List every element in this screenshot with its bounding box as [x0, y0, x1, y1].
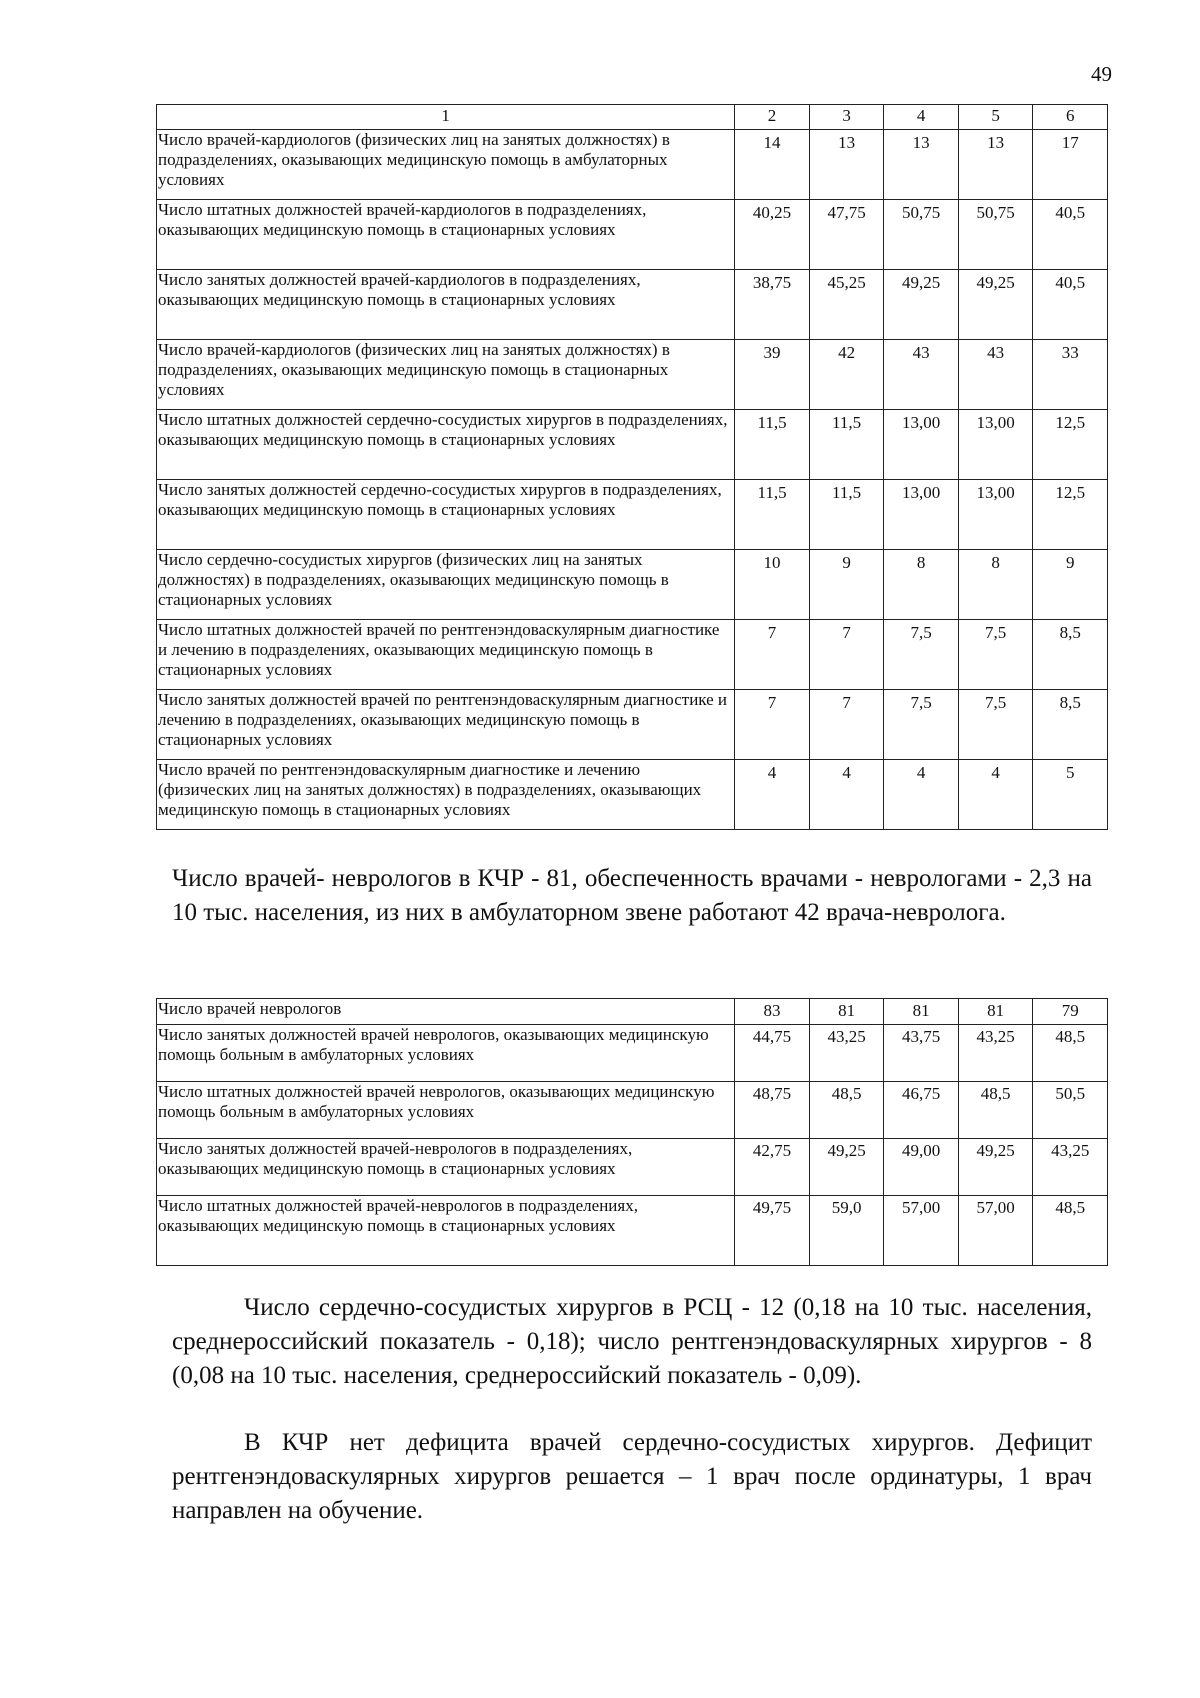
- table-row: [157, 690, 1108, 760]
- table-row: [157, 130, 1108, 200]
- table-cell: 57,00: [884, 1196, 959, 1266]
- table-cell: 8,5: [1033, 620, 1108, 690]
- surgeons-paragraph: Число сердечно-сосудистых хирургов в РСЦ - 12 (0,18 на 10 тыс. населения, среднероссийский показатель - 0,18); число рентгенэндоваскулярных хирургов - 8 (0,08 на 10 тыс. населения, среднероссийский показатель - 0,09).: [172, 1294, 1092, 1389]
- table-cell: 11,5: [735, 410, 810, 480]
- table-cell: 8: [884, 550, 959, 620]
- table-cell: 43,25: [1033, 1139, 1108, 1196]
- table-row: [157, 620, 1108, 690]
- table-cell: 13: [958, 130, 1033, 200]
- table-cell: 40,5: [1033, 270, 1108, 340]
- table-cell: 8: [958, 550, 1033, 620]
- table-header-row: [157, 105, 1108, 130]
- table-cell: 4: [958, 760, 1033, 830]
- table-cell: 11,5: [809, 480, 884, 550]
- table-cell: 48,5: [1033, 1025, 1108, 1082]
- table-cell: 40,25: [735, 200, 810, 270]
- table-cell: 11,5: [735, 480, 810, 550]
- table-cell: 46,75: [884, 1082, 959, 1139]
- table-row: [157, 410, 1108, 480]
- column-header: 1: [157, 105, 735, 130]
- table-cell: 57,00: [958, 1196, 1033, 1266]
- table-cell: 7,5: [884, 690, 959, 760]
- table-cell: 39: [735, 340, 810, 410]
- table-cell: 49,25: [809, 1139, 884, 1196]
- row-label: Число занятых должностей врачей неврологов, оказывающих медицинскую помощь больным в амбулаторных условиях: [157, 1025, 735, 1082]
- deficit-paragraph: В КЧР нет дефицита врачей сердечно-сосудистых хирургов. Дефицит рентгенэндоваскулярных хирургов решается – 1 врач после ординатуры, 1 врач направлен на обучение.: [172, 1429, 1092, 1524]
- table-cell: 43,75: [884, 1025, 959, 1082]
- table-cell: 43: [884, 340, 959, 410]
- table-cell: 33: [1033, 340, 1108, 410]
- table-row: [157, 1025, 1108, 1082]
- table-cell: 47,75: [809, 200, 884, 270]
- table-cell: 4: [884, 760, 959, 830]
- table-cell: 7,5: [958, 620, 1033, 690]
- table-cell: 14: [735, 130, 810, 200]
- table-cell: 7: [735, 620, 810, 690]
- table-cell: 7,5: [884, 620, 959, 690]
- row-label: Число занятых должностей сердечно-сосудистых хирургов в подразделениях, оказывающих медицинскую помощь в стационарных условиях: [157, 480, 735, 550]
- neurology-staffing-table: [156, 998, 1108, 1266]
- cardiology-staffing-table: [156, 104, 1108, 830]
- table-cell: 81: [958, 999, 1033, 1025]
- table-cell: 12,5: [1033, 410, 1108, 480]
- row-label: Число врачей по рентгенэндоваскулярным диагностике и лечению (физических лиц на занятых должностях) в подразделениях, оказывающих медицинскую помощь в стационарных условиях: [157, 760, 735, 830]
- table-cell: 48,75: [735, 1082, 810, 1139]
- table-cell: 17: [1033, 130, 1108, 200]
- table-cell: 7: [809, 620, 884, 690]
- row-label: Число штатных должностей сердечно-сосудистых хирургов в подразделениях, оказывающих медицинскую помощь в стационарных условиях: [157, 410, 735, 480]
- row-label: Число штатных должностей врачей-неврологов в подразделениях, оказывающих медицинскую помощь в стационарных условиях: [157, 1196, 735, 1266]
- table-cell: 59,0: [809, 1196, 884, 1266]
- table-cell: 50,5: [1033, 1082, 1108, 1139]
- table-cell: 49,25: [958, 1139, 1033, 1196]
- table-cell: 5: [1033, 760, 1108, 830]
- column-header: 3: [809, 105, 884, 130]
- table-cell: 13,00: [884, 410, 959, 480]
- table-cell: 9: [809, 550, 884, 620]
- table-cell: 7,5: [958, 690, 1033, 760]
- row-label: Число штатных должностей врачей-кардиологов в подразделениях, оказывающих медицинскую помощь в стационарных условиях: [157, 200, 735, 270]
- table-row: [157, 999, 1108, 1025]
- table-row: [157, 1082, 1108, 1139]
- table-row: [157, 1196, 1108, 1266]
- table-cell: 7: [809, 690, 884, 760]
- column-header: 6: [1033, 105, 1108, 130]
- column-header: 5: [958, 105, 1033, 130]
- row-label: Число сердечно-сосудистых хирургов (физических лиц на занятых должностях) в подразделениях, оказывающих медицинскую помощь в стационарных условиях: [157, 550, 735, 620]
- table-cell: 44,75: [735, 1025, 810, 1082]
- column-header: 2: [735, 105, 810, 130]
- column-header: 4: [884, 105, 959, 130]
- table-cell: 13: [809, 130, 884, 200]
- page-number: 49: [1091, 62, 1112, 86]
- table-cell: 49,00: [884, 1139, 959, 1196]
- table-cell: 8,5: [1033, 690, 1108, 760]
- table-cell: 50,75: [958, 200, 1033, 270]
- row-label: Число занятых должностей врачей-неврологов в подразделениях, оказывающих медицинскую помощь в стационарных условиях: [157, 1139, 735, 1196]
- table-cell: 42: [809, 340, 884, 410]
- table-cell: 49,75: [735, 1196, 810, 1266]
- neurologists-paragraph: Число врачей- неврологов в КЧР - 81, обеспеченность врачами - неврологами - 2,3 на 10 тыс. населения, из них в амбулаторном звене работают 42 врача-невролога.: [172, 865, 1092, 926]
- table-cell: 81: [809, 999, 884, 1025]
- table-cell: 79: [1033, 999, 1108, 1025]
- table-cell: 9: [1033, 550, 1108, 620]
- table-row: [157, 270, 1108, 340]
- table-cell: 12,5: [1033, 480, 1108, 550]
- table-cell: 13: [884, 130, 959, 200]
- table-cell: 81: [884, 999, 959, 1025]
- table-row: [157, 200, 1108, 270]
- row-label: Число штатных должностей врачей неврологов, оказывающих медицинскую помощь больным в амбулаторных условиях: [157, 1082, 735, 1139]
- row-label: Число занятых должностей врачей по рентгенэндоваскулярным диагностике и лечению в подразделениях, оказывающих медицинскую помощь в стационарных условиях: [157, 690, 735, 760]
- table-cell: 48,5: [1033, 1196, 1108, 1266]
- table-cell: 50,75: [884, 200, 959, 270]
- table-cell: 83: [735, 999, 810, 1025]
- table-cell: 4: [809, 760, 884, 830]
- table-cell: 11,5: [809, 410, 884, 480]
- table-row: [157, 480, 1108, 550]
- table-cell: 40,5: [1033, 200, 1108, 270]
- table-cell: 48,5: [958, 1082, 1033, 1139]
- table-row: [157, 550, 1108, 620]
- table-cell: 48,5: [809, 1082, 884, 1139]
- table-cell: 43,25: [958, 1025, 1033, 1082]
- table-row: [157, 1139, 1108, 1196]
- row-label: Число штатных должностей врачей по рентгенэндоваскулярным диагностике и лечению в подразделениях, оказывающих медицинскую помощь в стационарных условиях: [157, 620, 735, 690]
- table-cell: 4: [735, 760, 810, 830]
- row-label: Число врачей неврологов: [157, 999, 735, 1025]
- table-cell: 10: [735, 550, 810, 620]
- row-label: Число врачей-кардиологов (физических лиц на занятых должностях) в подразделениях, оказывающих медицинскую помощь в амбулаторных условиях: [157, 130, 735, 200]
- table-cell: 13,00: [884, 480, 959, 550]
- table-cell: 49,25: [958, 270, 1033, 340]
- table-cell: 49,25: [884, 270, 959, 340]
- table-cell: 13,00: [958, 480, 1033, 550]
- table-row: [157, 760, 1108, 830]
- row-label: Число врачей-кардиологов (физических лиц на занятых должностях) в подразделениях, оказывающих медицинскую помощь в стационарных условиях: [157, 340, 735, 410]
- table-cell: 43,25: [809, 1025, 884, 1082]
- table-row: [157, 340, 1108, 410]
- row-label: Число занятых должностей врачей-кардиологов в подразделениях, оказывающих медицинскую помощь в стационарных условиях: [157, 270, 735, 340]
- table-cell: 13,00: [958, 410, 1033, 480]
- table-cell: 45,25: [809, 270, 884, 340]
- table-cell: 42,75: [735, 1139, 810, 1196]
- table-cell: 7: [735, 690, 810, 760]
- table-cell: 38,75: [735, 270, 810, 340]
- table-cell: 43: [958, 340, 1033, 410]
